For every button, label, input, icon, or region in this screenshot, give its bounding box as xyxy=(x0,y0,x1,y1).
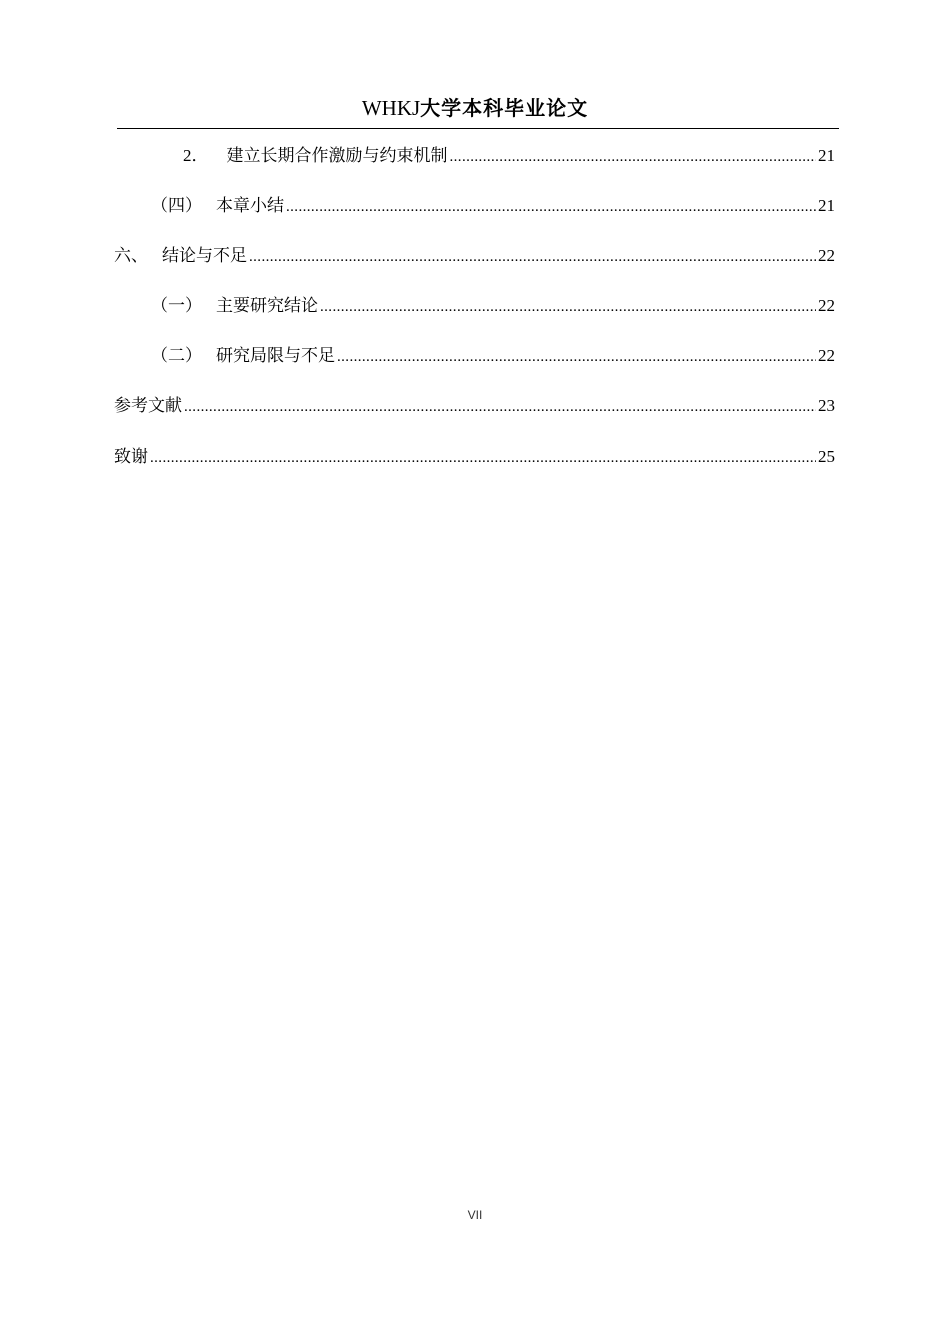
toc-entry-number: 2． xyxy=(183,146,209,165)
toc-entry-label: 参考文献 xyxy=(114,396,182,416)
toc-entry-page: 23 xyxy=(818,396,835,415)
toc-entry-label: 结论与不足 xyxy=(162,246,247,266)
toc-dot-leader xyxy=(337,344,816,370)
toc-entry-number: （二） xyxy=(151,346,202,366)
toc-dot-leader xyxy=(150,445,816,471)
toc-entry-label: 建立长期合作激励与约束机制 xyxy=(226,146,448,166)
toc-entry-2-long-term-mechanism[interactable] xyxy=(183,143,835,169)
toc-entry-page: 21 xyxy=(818,146,835,165)
toc-entry-number: （四） xyxy=(151,196,202,216)
toc-entry-2-limitations[interactable] xyxy=(151,343,835,369)
toc-entry-page: 21 xyxy=(818,196,835,215)
header-rule xyxy=(117,128,839,129)
toc-dot-leader xyxy=(249,244,816,270)
toc-entry-6-conclusion[interactable] xyxy=(114,243,835,269)
toc-entry-number: 六、 xyxy=(114,246,148,266)
toc-entry-page: 22 xyxy=(818,246,835,265)
toc-entry-1-main-findings[interactable] xyxy=(151,293,835,319)
toc-entry-page: 22 xyxy=(818,296,835,315)
toc-entry-acknowledgements[interactable] xyxy=(114,444,835,470)
toc-dot-leader xyxy=(320,294,816,320)
toc-dot-leader xyxy=(286,194,816,220)
toc-entry-label: 研究局限与不足 xyxy=(216,346,335,366)
toc-entry-number: （一） xyxy=(151,296,202,316)
header-title-cjk: 大学本科毕业论文 xyxy=(420,96,589,120)
toc-dot-leader xyxy=(184,394,816,420)
toc-dot-leader xyxy=(450,144,817,170)
toc-entry-label: 主要研究结论 xyxy=(216,296,318,316)
page-number: VII xyxy=(467,1208,483,1222)
toc-entry-references[interactable] xyxy=(114,393,835,419)
toc-entry-label: 本章小结 xyxy=(216,196,284,216)
header-title-latin: WHKJ xyxy=(361,96,421,120)
running-header-title xyxy=(0,94,950,122)
toc-entry-page: 25 xyxy=(818,447,835,466)
toc-entry-page: 22 xyxy=(818,346,835,365)
toc-entry-4-chapter-summary[interactable] xyxy=(151,193,835,219)
toc-entry-label: 致谢 xyxy=(114,447,148,467)
